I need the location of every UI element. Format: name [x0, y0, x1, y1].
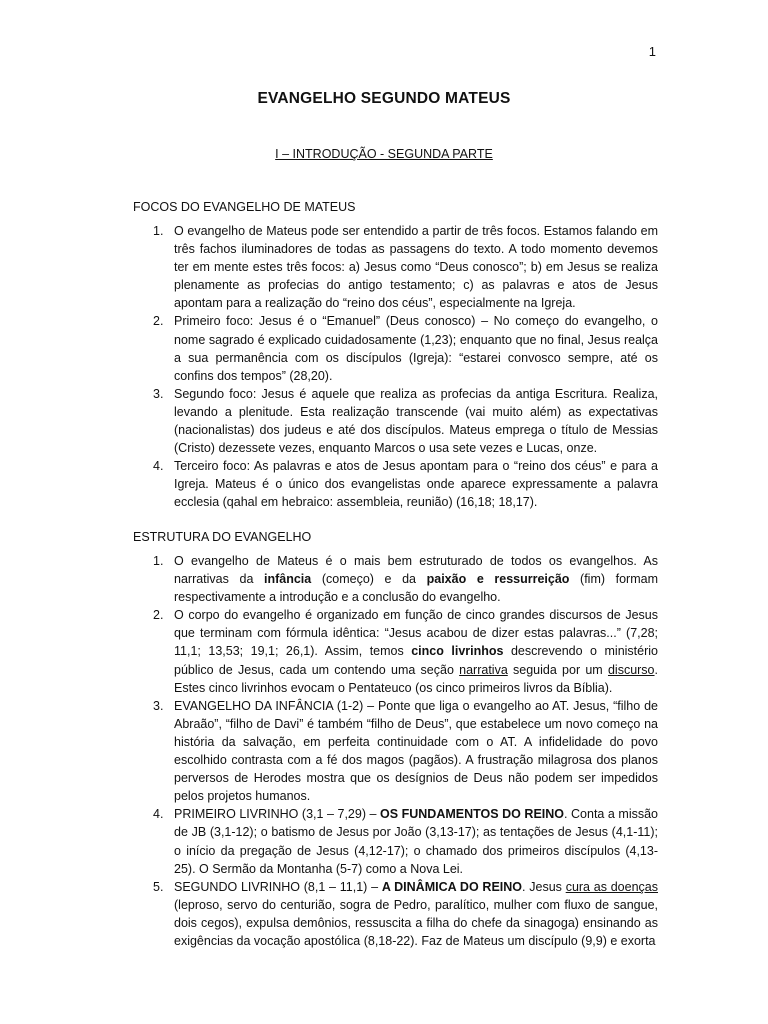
paragraph-text: O evangelho de Mateus é o mais bem estruturado de todos os evangelhos. As narrativas da: [174, 554, 658, 587]
paragraph-text: . Estes cinco livrinhos evocam o Pentateuco (os cinco primeiros livros da Bíblia).: [174, 662, 658, 695]
list-item: [133, 385, 658, 457]
bold-text: paixão e ressurreição: [426, 572, 570, 587]
list-item-number: 5.: [153, 879, 164, 894]
paragraph-text: Segundo foco: Jesus é aquele que realiza as profecias da antiga Escritura. Realiza, levando a plenitude. Esta realização transcende (vai muito além) as expectativas (nacionalistas) dos judeus e até dos discípulos. Mateus emprega o título de Messias (Cristo) dezessete vezes, enquanto Marcos o usa sete vezes e Lucas, onze.: [174, 386, 658, 456]
underlined-text: cura as doenças: [565, 879, 658, 894]
list-item: [133, 312, 658, 384]
list-item-number: 2.: [153, 608, 164, 623]
bold-text: A DINÂMICA DO REINO: [381, 879, 523, 894]
paragraph-text: O evangelho de Mateus pode ser entendido a partir de três focos. Estamos falando em três fachos iluminadores de todas as passagens do texto. A todo momento devemos ter em mente estes três focos: a) Jesus como “Deus conosco”; b) em Jesus se realiza plenamente as profecias do antigo testamento; c) as palavras e atos de Jesus apontam para a realização do “reino dos céus”, especialmente na Igreja.: [174, 224, 658, 311]
bold-text: infância: [264, 572, 312, 587]
page-subtitle: I – INTRODUÇÃO - SEGUNDA PARTE: [275, 147, 493, 161]
paragraph-text: SEGUNDO LIVRINHO (8,1 – 11,1) –: [174, 879, 382, 894]
list-item-number: 4.: [153, 807, 164, 822]
list-item: [133, 606, 658, 696]
page-title: EVANGELHO SEGUNDO MATEUS: [257, 90, 511, 107]
list-item: [133, 552, 658, 606]
list-item: [133, 805, 658, 877]
list-item-number: 1.: [153, 554, 164, 568]
list-focos: [133, 222, 658, 512]
list-item: [133, 457, 658, 511]
paragraph-text: descrevendo o ministério público de Jesus, cada um contendo uma seção: [174, 644, 658, 677]
underlined-text: narrativa: [459, 662, 508, 677]
paragraph-text: PRIMEIRO LIVRINHO (3,1 – 7,29) –: [174, 807, 381, 822]
list-item-number: 1.: [153, 224, 164, 238]
list-item-number: 3.: [153, 698, 164, 713]
paragraph-text: Primeiro foco: Jesus é o “Emanuel” (Deus conosco) – No começo do evangelho, o nome sagrado é explicado cuidadosamente (1,23); enquanto que no final, Jesus realça a sua permanência com os discípulos (Igreja): “estarei convosco sempre, até os confins dos tempos” (28,20).: [174, 314, 658, 383]
paragraph-text: (começo) e da: [311, 572, 427, 587]
paragraph-text: . Jesus: [522, 879, 566, 894]
paragraph-text: EVANGELHO DA INFÂNCIA (1-2) – Ponte que liga o evangelho ao AT. Jesus, “filho de Abraão”, “filho de Davi” é também “filho de Deus”, que estabelece um novo começo na história da salvação, em perfeita continuidade com o AT. A infidelidade do povo escolhido contrasta com a fé dos magos (pagãos). A frustração milagrosa dos planos perversos de Herodes mostra que os desígnios de Deus não podem ser impedidos pelos projetos humanos.: [174, 698, 658, 804]
paragraph-text: seguida por um: [507, 662, 608, 677]
list-item-number: 2.: [153, 314, 164, 329]
paragraph-text: (leproso, servo do centurião, sogra de Pedro, paralítico, mulher com fluxo de sangue, dois cegos), expulsa demônios, ressuscita a filha do chefe da sinagoga) ensinando as exigências da vocação apostólica (8,18-22). Faz de Mateus um discípulo (9,9) e exorta: [174, 897, 658, 948]
section-heading-focos: FOCOS DO EVANGELHO DE MATEUS: [133, 200, 356, 214]
bold-text: OS FUNDAMENTOS DO REINO: [380, 807, 565, 822]
paragraph-text: Terceiro foco: As palavras e atos de Jesus apontam para o “reino dos céus” e para a Igreja. Mateus é o único dos evangelistas onde aparece expressamente a palavra ecclesia (qahal em hebraico: assembleia, reunião) (16,18; 18,17).: [174, 459, 658, 510]
bold-text: cinco livrinhos: [411, 644, 504, 659]
list-item-number: 4.: [153, 459, 164, 474]
paragraph-text: . Conta a missão de JB (3,1-12); o batismo de Jesus por João (3,13-17); as tentações de Jesus (4,1-11); o início da pregação de Jesus (4,12-17); o chamado dos primeiros discípulos (4,13-25). O Sermão da Montanha (5-7) como a Nova Lei.: [174, 807, 658, 876]
page-number: 1: [648, 44, 656, 59]
underlined-text: discurso: [607, 662, 655, 677]
paragraph-text: O corpo do evangelho é organizado em função de cinco grandes discursos de Jesus que terminam com fórmula idêntica: “Jesus acabou de dizer estas palavras...” (7,28; 11,1; 13,53; 19,1; 26,1). Assim, temos: [174, 608, 658, 659]
list-item: [133, 697, 658, 806]
list-item: [133, 878, 658, 950]
list-item: [133, 222, 658, 312]
section-heading-estrutura: ESTRUTURA DO EVANGELHO: [133, 530, 312, 544]
paragraph-text: (fim) formam respectivamente a introdução e a conclusão do evangelho.: [174, 572, 658, 605]
list-estrutura: [133, 552, 658, 950]
list-item-number: 3.: [153, 386, 164, 401]
